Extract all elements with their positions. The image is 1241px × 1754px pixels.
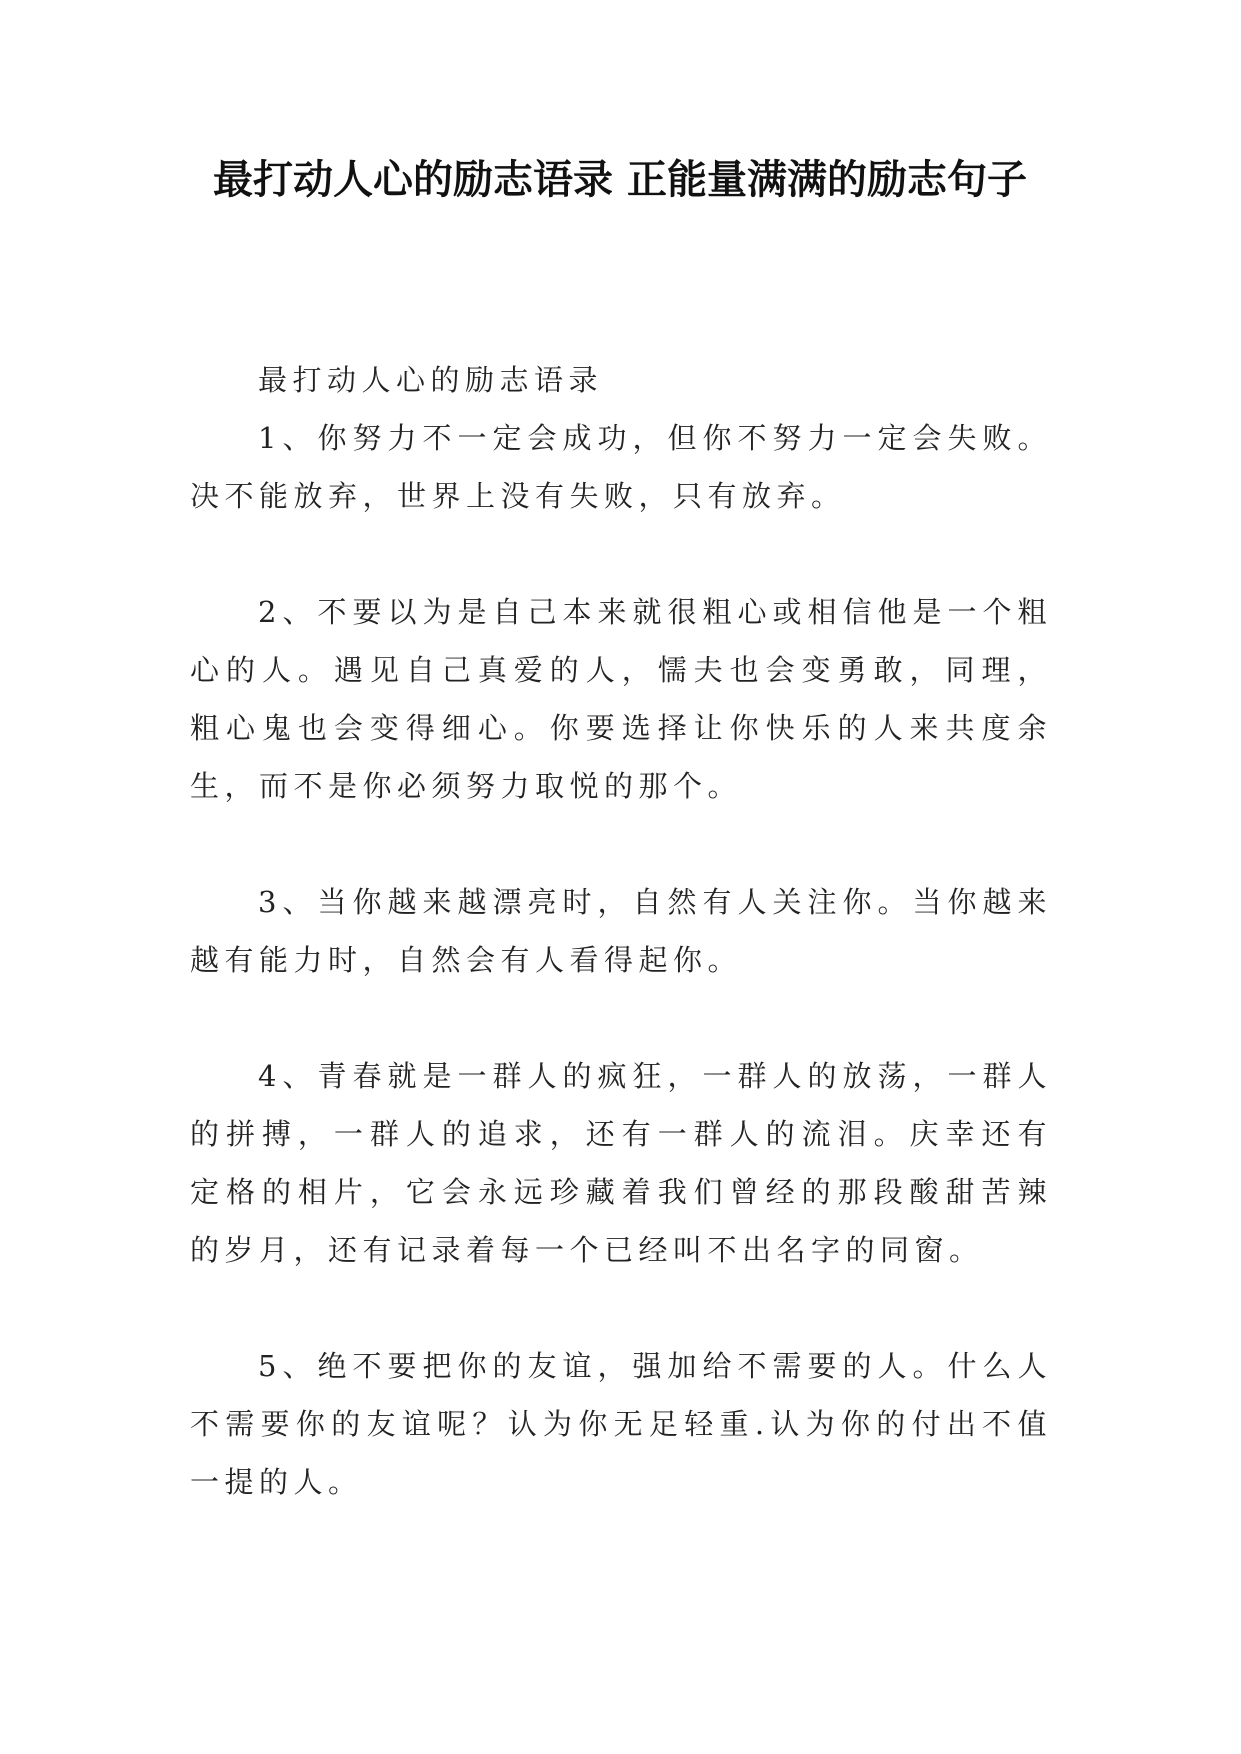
quote-item-5: 5、绝不要把你的友谊，强加给不需要的人。什么人不需要你的友谊呢？认为你无足轻重.认为你的付出不值一提的人。 [190, 1349, 1052, 1499]
document-body [190, 351, 1052, 1569]
section-heading: 最打动人心的励志语录 [258, 363, 604, 397]
quote-item-1: 1、你努力不一定会成功，但你不努力一定会失败。决不能放弃，世界上没有失败，只有放弃。 [190, 421, 1052, 513]
quote-item-2: 2、不要以为是自己本来就很粗心或相信他是一个粗心的人。遇见自己真爱的人，懦夫也会变勇敢，同理，粗心鬼也会变得细心。你要选择让你快乐的人来共度余生，而不是你必须努力取悦的那个。 [190, 595, 1052, 803]
document-title: 最打动人心的励志语录 正能量满满的励志句子 [213, 157, 1027, 203]
quote-item-3: 3、当你越来越漂亮时，自然有人关注你。当你越来越有能力时，自然会有人看得起你。 [190, 885, 1052, 977]
quote-item-4: 4、青春就是一群人的疯狂，一群人的放荡，一群人的拼搏，一群人的追求，还有一群人的流泪。庆幸还有定格的相片，它会永远珍藏着我们曾经的那段酸甜苦辣的岁月，还有记录着每一个已经叫不出名字的同窗。 [190, 1059, 1052, 1267]
